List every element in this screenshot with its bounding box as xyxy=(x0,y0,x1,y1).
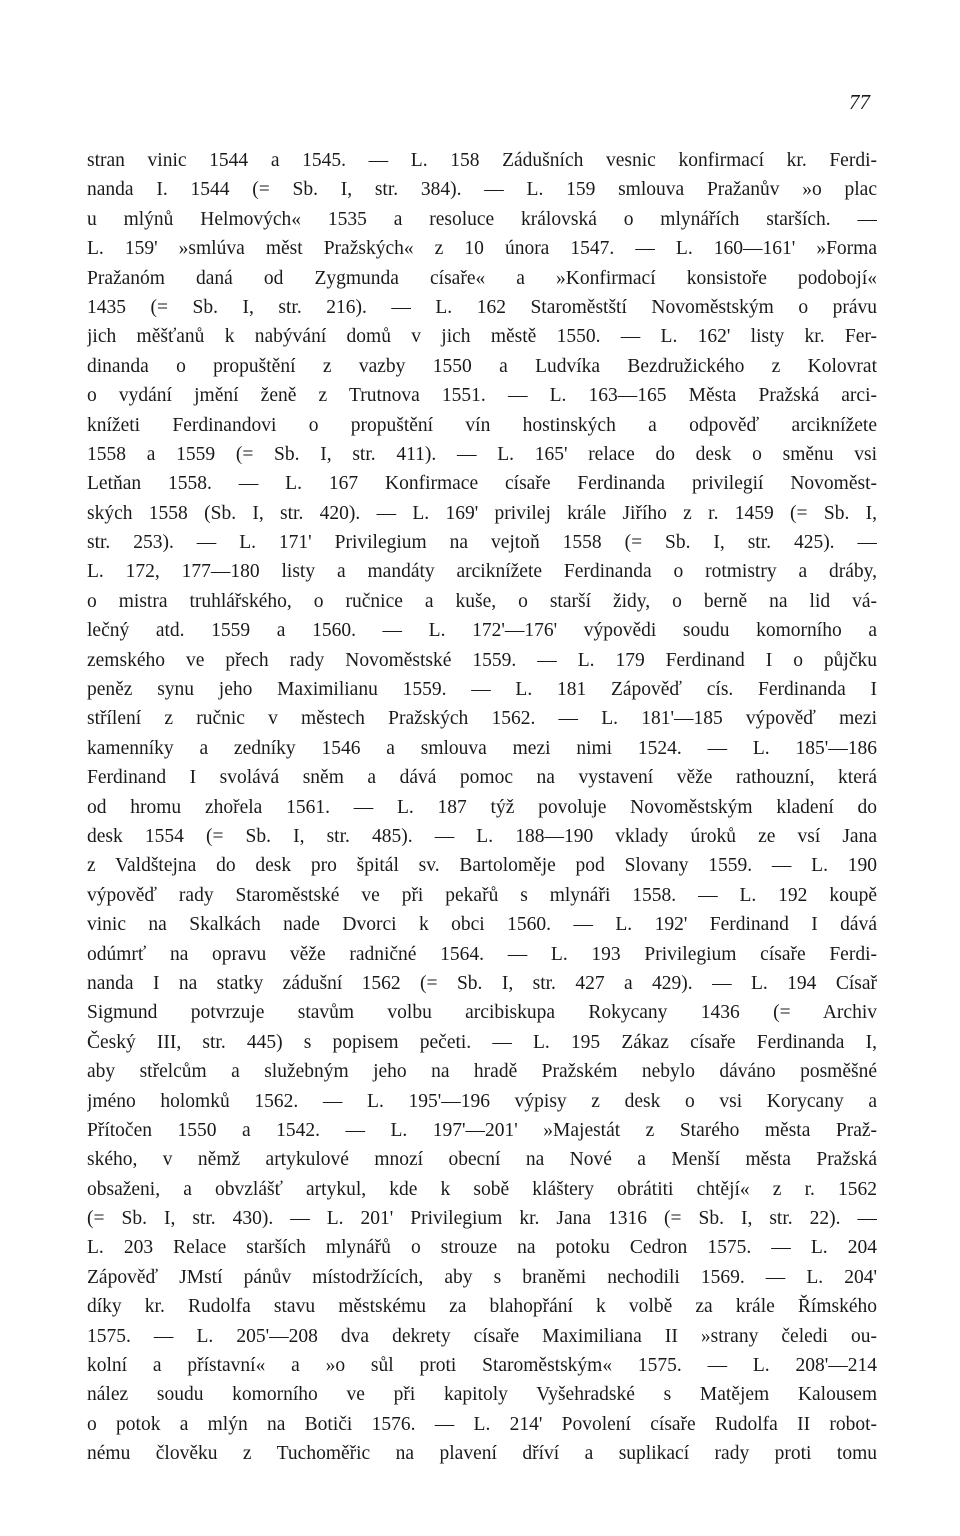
text-line: 1575. — L. 205'—208 dva dekrety císaře Maximiliana II »strany čeledi ou- xyxy=(87,1325,877,1347)
text-line: od hromu zhořela 1561. — L. 187 týž povoluje Novoměstským kladení do xyxy=(87,796,877,818)
text-line: díky kr. Rudolfa stavu městskému za blahopřání k volbě za krále Římského xyxy=(87,1296,877,1318)
text-line: dinanda o propuštění z vazby 1550 a Ludvíka Bezdružického z Kolovrat xyxy=(87,355,877,377)
text-line: L. 172, 177—180 listy a mandáty arciknížete Ferdinanda o rotmistry a dráby, xyxy=(87,561,877,583)
text-line: aby střelcům a služebným jeho na hradě Pražském nebylo dáváno posměšné xyxy=(87,1061,877,1083)
text-line: stran vinic 1544 a 1545. — L. 158 Zádušních vesnic konfirmací kr. Ferdi- xyxy=(87,150,877,171)
text-line: o mistra truhlářského, o ručnice a kuše, o starší židy, o berně na lid vá- xyxy=(87,590,877,612)
text-line: jich měšťanů k nabývání domů v jich městě 1550. — L. 162' listy kr. Fer- xyxy=(87,326,877,348)
text-line: nanda I na statky zádušní 1562 (= Sb. I, str. 427 a 429). — L. 194 Císař xyxy=(87,972,877,994)
text-line: kolní a přístavní« a »o sůl proti Staroměstským« 1575. — L. 208'—214 xyxy=(87,1355,877,1377)
text-line: jméno holomků 1562. — L. 195'—196 výpisy z desk o vsi Korycany a xyxy=(87,1090,877,1112)
text-line: Sigmund potvrzuje stavům volbu arcibiskupa Rokycany 1436 (= Archiv xyxy=(87,1002,877,1024)
text-line: peněz synu jeho Maximilianu 1559. — L. 181 Zápověď cís. Ferdinanda I xyxy=(87,679,877,701)
text-line: str. 253). — L. 171' Privilegium na vejtoň 1558 (= Sb. I, str. 425). — xyxy=(87,532,877,554)
text-line: L. 159' »smlúva měst Pražských« z 10 února 1547. — L. 160—161' »Forma xyxy=(87,238,877,260)
body-text xyxy=(87,146,877,1469)
text-line: zemského ve přech rady Novoměstské 1559. — L. 179 Ferdinand I o půjčku xyxy=(87,649,877,671)
text-line: lečný atd. 1559 a 1560. — L. 172'—176' výpovědi soudu komorního a xyxy=(87,620,877,642)
text-line: Zápověď JMstí pánův místodržících, aby s braněmi nechodili 1569. — L. 204' xyxy=(87,1266,877,1288)
text-line: vinic na Skalkách nade Dvorci k obci 1560. — L. 192' Ferdinand I dává xyxy=(87,914,877,936)
text-line: výpověď rady Staroměstské ve při pekařů s mlynáři 1558. — L. 192 koupě xyxy=(87,884,877,906)
text-line: z Valdštejna do desk pro špitál sv. Bartoloměje pod Slovany 1559. — L. 190 xyxy=(87,855,877,877)
text-line: Pražanóm daná od Zygmunda císaře« a »Konfirmací konsistoře podobojí« xyxy=(87,267,877,289)
text-line: nález soudu komorního ve při kapitoly Vyšehradské s Matějem Kalousem xyxy=(87,1384,877,1406)
text-line: nanda I. 1544 (= Sb. I, str. 384). — L. 159 smlouva Pražanův »o plac xyxy=(87,179,877,201)
text-line: o potok a mlýn na Botiči 1576. — L. 214' Povolení císaře Rudolfa II robot- xyxy=(87,1413,877,1435)
text-line: (= Sb. I, str. 430). — L. 201' Privilegium kr. Jana 1316 (= Sb. I, str. 22). — xyxy=(87,1208,877,1230)
text-line: L. 203 Relace starších mlynářů o strouze na potoku Cedron 1575. — L. 204 xyxy=(87,1237,877,1259)
text-line: Český III, str. 445) s popisem pečeti. — L. 195 Zákaz císaře Ferdinanda I, xyxy=(87,1031,877,1053)
text-line: 1435 (= Sb. I, str. 216). — L. 162 Staroměstští Novoměstským o právu xyxy=(87,296,877,318)
page-number: 77 xyxy=(849,90,870,114)
text-line: střílení z ručnic v městech Pražských 1562. — L. 181'—185 výpověď mezi xyxy=(87,708,877,730)
text-line: u mlýnů Helmových« 1535 a resoluce královská o mlynářích starších. — xyxy=(87,208,877,230)
text-line: knížeti Ferdinandovi o propuštění vín hostinských a odpověď arciknížete xyxy=(87,414,877,436)
text-line: odúmrť na opravu věže radničné 1564. — L. 193 Privilegium císaře Ferdi- xyxy=(87,943,877,965)
text-line: Ferdinand I svolává sněm a dává pomoc na vystavení věže rathouzní, která xyxy=(87,767,877,789)
text-line: Letňan 1558. — L. 167 Konfirmace císaře Ferdinanda privilegií Novoměst- xyxy=(87,473,877,495)
text-line: nému člověku z Tuchoměřic na plavení dříví a suplikací rady proti tomu xyxy=(87,1443,877,1465)
text-line: Přítočen 1550 a 1542. — L. 197'—201' »Majestát z Starého města Praž- xyxy=(87,1119,877,1141)
text-line: kamenníky a zedníky 1546 a smlouva mezi nimi 1524. — L. 185'—186 xyxy=(87,737,877,759)
text-line: ských 1558 (Sb. I, str. 420). — L. 169' privilej krále Jiřího z r. 1459 (= Sb. I, xyxy=(87,502,877,524)
text-line: obsaženi, a obvzlášť artykul, kde k sobě kláštery obrátiti chtějí« z r. 1562 xyxy=(87,1178,877,1200)
text-line: ského, v němž artykulové mnozí obecní na Nové a Menší města Pražská xyxy=(87,1149,877,1171)
text-line: o vydání jmění ženě z Trutnova 1551. — L. 163—165 Města Pražská arci- xyxy=(87,385,877,407)
text-line: desk 1554 (= Sb. I, str. 485). — L. 188—190 vklady úroků ze vsí Jana xyxy=(87,825,877,847)
text-line: 1558 a 1559 (= Sb. I, str. 411). — L. 165' relace do desk o směnu vsi xyxy=(87,443,877,465)
